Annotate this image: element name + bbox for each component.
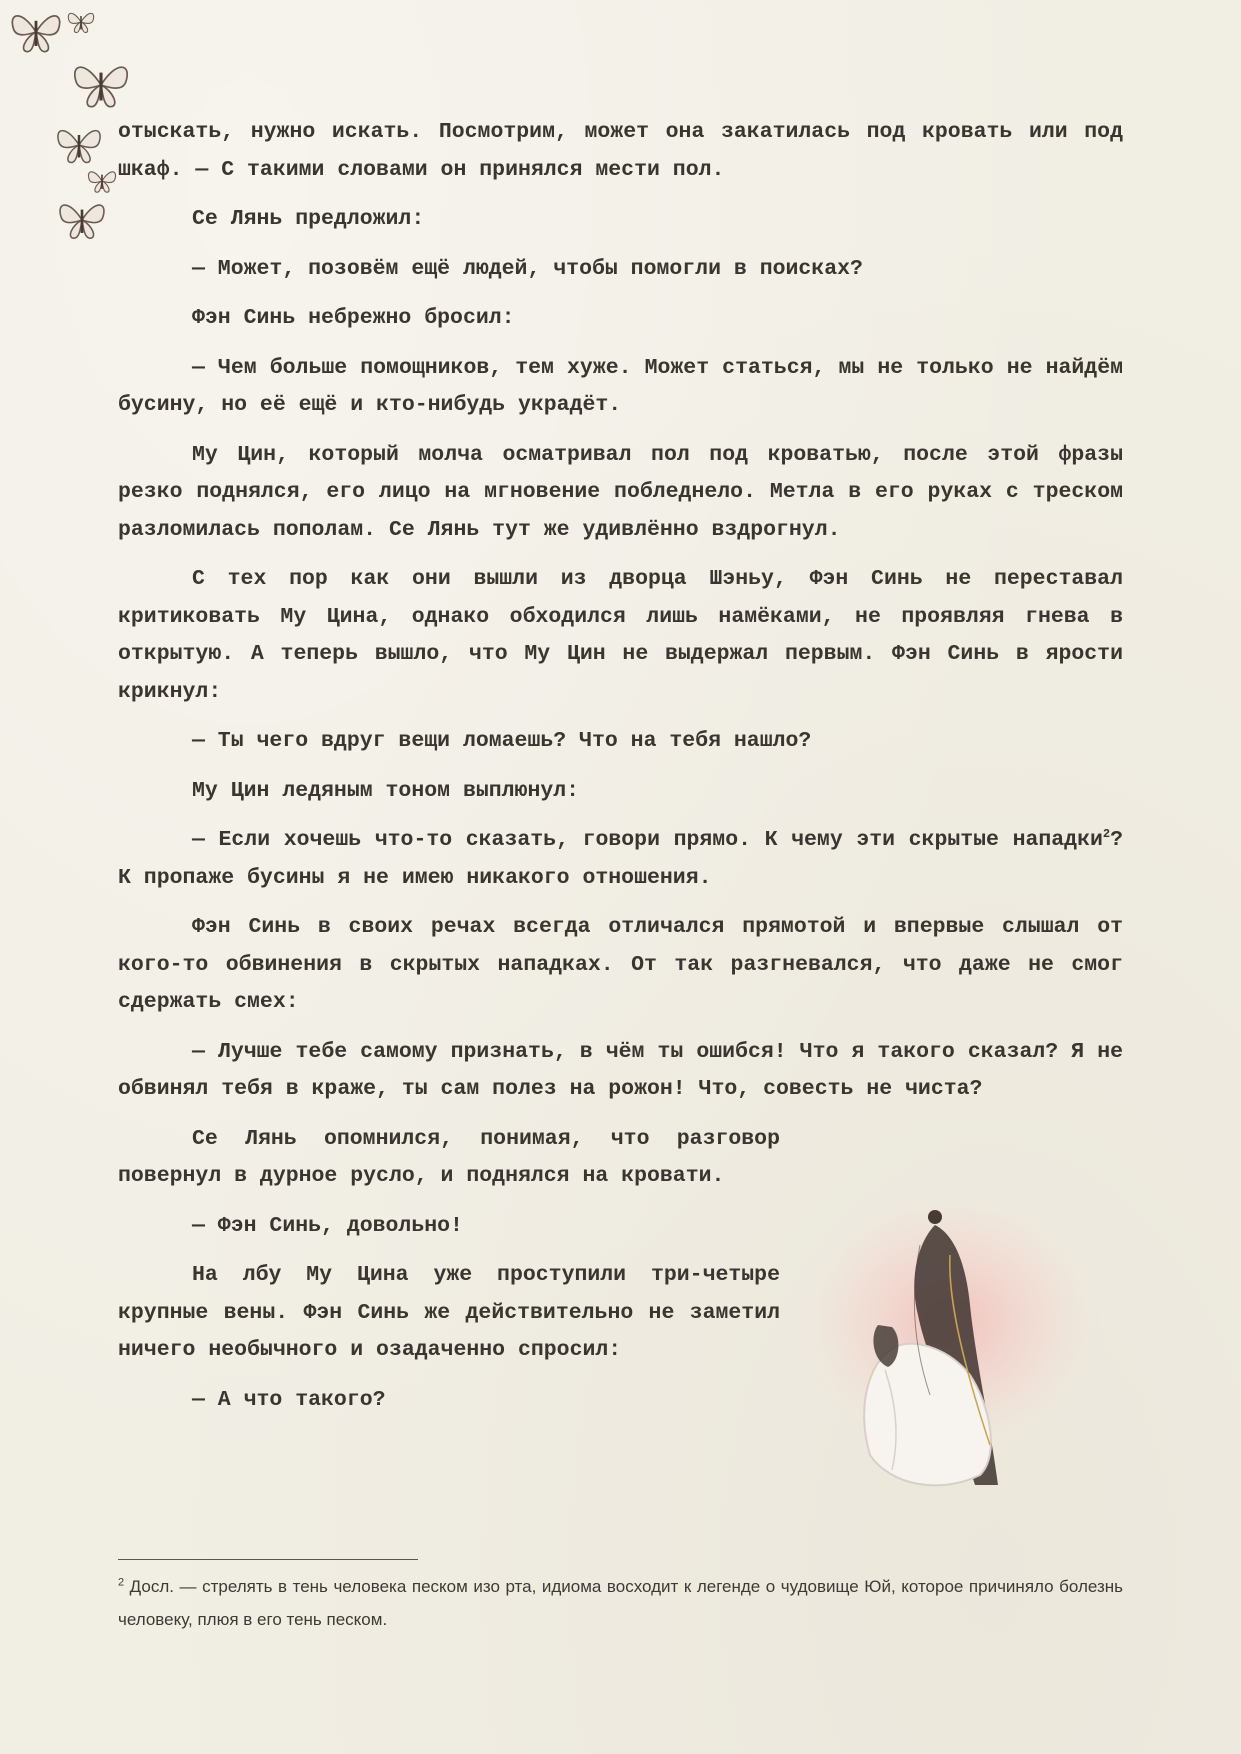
character-illustration (800, 1185, 1130, 1515)
paragraph: отыскать, нужно искать. Посмотрим, может она закатилась под кровать или под шкаф. — С такими словами он принялся мести пол. (118, 120, 1123, 182)
paragraph: Му Цин, который молча осматривал пол под кроватью, после этой фразы резко поднялся, его лицо на мгновение побледнело. Метла в его руках с треском разломилась пополам. Се Лянь тут же удивлённо вздрогнул. (118, 442, 1123, 542)
footnote-text: Досл. — стрелять в тень человека песком изо рта, идиома восходит к легенде о чудовище Юй, которое причиняло болезнь человеку, плюя в его тень песком. (118, 1577, 1123, 1629)
paragraph: Се Лянь предложил: (192, 207, 425, 231)
footnote (118, 1570, 1123, 1636)
butterfly-icon (54, 122, 104, 168)
paragraph-text: ? К пропаже бусины я не имею никакого отношения. (118, 828, 1123, 890)
paragraph: — Может, позовём ещё людей, чтобы помогли в поисках? (192, 256, 863, 281)
butterfly-icon (86, 166, 118, 196)
butterfly-icon (56, 196, 108, 244)
paragraph (118, 822, 1123, 897)
paragraph: — А что такого? (192, 1387, 386, 1412)
butterfly-icon (66, 8, 96, 36)
footnote-reference[interactable]: 2 (1102, 826, 1111, 841)
paragraph: — Ты чего вдруг вещи ломаешь? Что на тебя нашло? (192, 729, 812, 753)
paragraph: Фэн Синь небрежно бросил: (192, 306, 515, 330)
paragraph: На лбу Му Цина уже проступили три-четыре крупные вены. Фэн Синь же действительно не заметил ничего необычного и озадаченно спросил: (118, 1263, 780, 1362)
paragraph: Му Цин ледяным тоном выплюнул: (192, 778, 580, 803)
butterfly-icon (8, 6, 64, 58)
paragraph: Се Лянь опомнился, понимая, что разговор повернул в дурное русло, и поднялся на кровати. (118, 1126, 780, 1188)
paragraph: Фэн Синь в своих речах всегда отличался прямотой и впервые слышал от кого-то обвинения в скрытых нападках. От так разгневался, что даже не смог сдержать смех: (118, 915, 1123, 1014)
footnote-number: 2 (118, 1576, 125, 1589)
footnote-separator (118, 1559, 418, 1560)
paragraph: — Чем больше помощников, тем хуже. Может статься, мы не только не найдём бусину, но её ещё и кто-нибудь украдёт. (118, 355, 1123, 417)
paragraph: — Лучше тебе самому признать, в чём ты ошибся! Что я такого сказал? Я не обвинял тебя в краже, ты сам полез на рожон! Что, совесть не чиста? (118, 1039, 1123, 1101)
butterfly-icon (70, 56, 132, 114)
paragraph: — Фэн Синь, довольно! (192, 1213, 463, 1238)
paragraph-text: — Если хочешь что-то сказать, говори прямо. К чему эти скрытые нападки (192, 828, 1103, 852)
paragraph: С тех пор как они вышли из дворца Шэньу, Фэн Синь не переставал критиковать Му Цина, однако обходился лишь намёками, не проявляя гнева в открытую. А теперь вышло, что Му Цин не выдержал первым. Фэн Синь в ярости крикнул: (118, 567, 1123, 704)
